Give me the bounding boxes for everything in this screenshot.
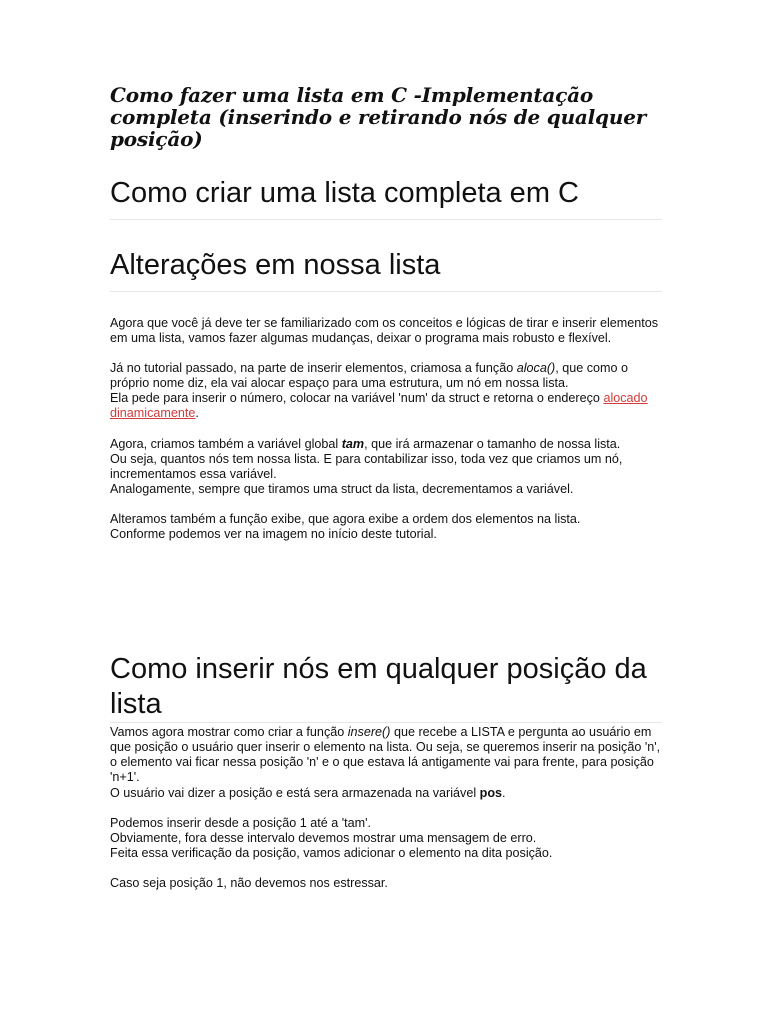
paragraph: [110, 437, 662, 452]
paragraph: Obviamente, fora desse intervalo devemos mostrar uma mensagem de erro.: [110, 830, 537, 845]
inserir-body: [110, 725, 662, 891]
paragraph: Podemos inserir desde a posição 1 até a 'tam'.: [110, 815, 372, 830]
section-heading-inserir-nos: Como inserir nós em qualquer posição da lista: [110, 652, 662, 723]
text-span: Já no tutorial passado, na parte de inserir elementos, criamosa a função: [110, 361, 517, 376]
text-span: , que irá armazenar o tamanho de nossa lista.: [364, 436, 621, 451]
text-span: O usuário vai dizer a posição e está sera armazenada na variável: [110, 785, 480, 800]
paragraph: Alteramos também a função exibe, que agora exibe a ordem dos elementos na lista.: [110, 511, 581, 526]
document-title: Como fazer uma lista em C -Implementação completa (inserindo e retirando nós de qualquer posição): [110, 83, 647, 151]
paragraph: [110, 391, 662, 421]
section-heading-alteracoes: Alterações em nossa lista: [110, 248, 662, 292]
paragraph: Caso seja posição 1, não devemos nos estressar.: [110, 875, 388, 890]
paragraph: Feita essa verificação da posição, vamos adicionar o elemento na dita posição.: [110, 845, 553, 860]
text-span: Ela pede para inserir o número, colocar na variável 'num' da struct e retorna o endereço: [110, 391, 604, 406]
function-name: aloca(): [516, 361, 556, 376]
text-span: Vamos agora mostrar como criar a função: [110, 725, 348, 740]
paragraph: Agora que você já deve ter se familiarizado com os conceitos e lógicas de tirar e inserir elementos em uma lista, vamos fazer algumas mudanças, deixar o programa mais robusto e flexível.: [110, 316, 659, 346]
text-span: .: [195, 406, 199, 421]
paragraph: [110, 786, 662, 801]
text-span: , que como o próprio nome diz, ela vai alocar espaço para uma estrutura, um nó em nossa lista.: [110, 361, 629, 391]
variable-name: pos: [479, 785, 503, 800]
document-page: [110, 84, 662, 891]
paragraph: [110, 725, 662, 785]
section-heading-criar-lista: Como criar uma lista completa em C: [110, 176, 662, 220]
paragraph: Analogamente, sempre que tiramos uma struct da lista, decrementamos a variável.: [110, 481, 574, 496]
function-name: insere(): [347, 725, 391, 740]
variable-name: tam: [341, 436, 365, 451]
text-span: Agora, criamos também a variável global: [110, 436, 342, 451]
alocado-dinamicamente-link[interactable]: alocado dinamicamente: [110, 391, 648, 421]
paragraph: [110, 361, 662, 391]
alteracoes-body: [110, 316, 662, 542]
text-span: que recebe a LISTA e pergunta ao usuário em que posição o usuário quer inserir o elemento na lista. Ou seja, se queremos inserir na posição 'n', o elemento vai ficar nessa posição 'n' e o que estava lá antigamente vai para frente, para posição 'n+1'.: [110, 725, 661, 785]
text-span: .: [502, 785, 506, 800]
paragraph: Ou seja, quantos nós tem nossa lista. E para contabilizar isso, toda vez que criamos um nó, incrementamos essa variável.: [110, 451, 623, 481]
paragraph: Conforme podemos ver na imagem no início deste tutorial.: [110, 527, 437, 542]
